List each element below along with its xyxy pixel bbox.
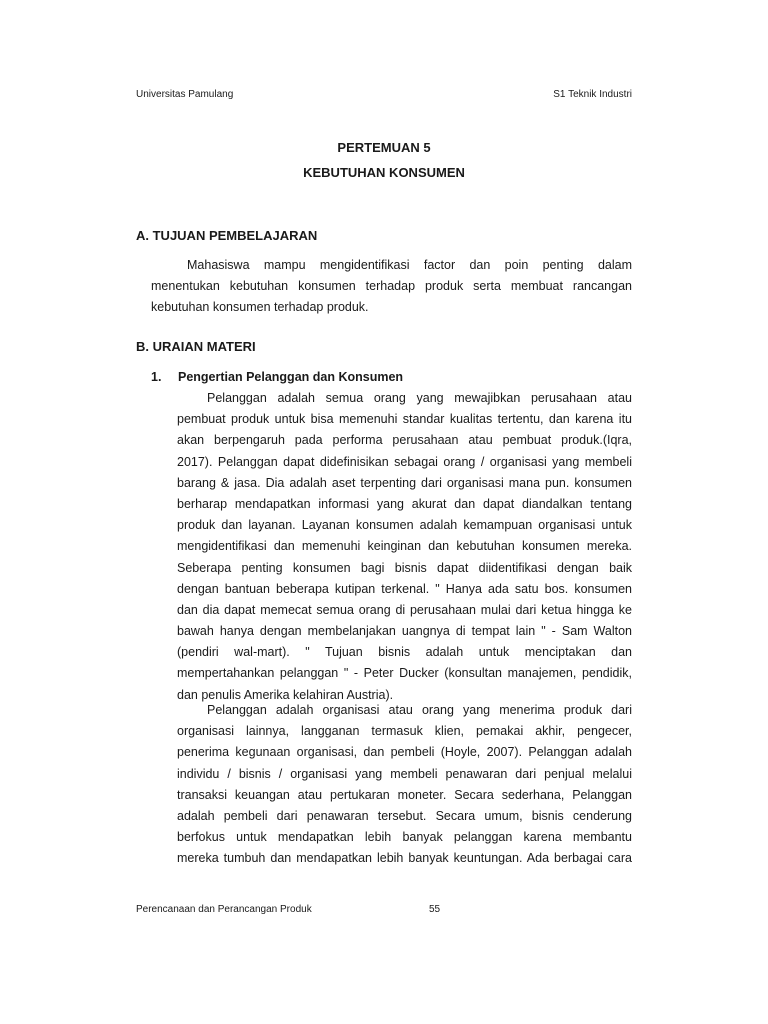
paragraph-line: (pendiri wal-mart). " Tujuan bisnis adalah untuk menciptakan dan xyxy=(177,645,632,660)
subsection-title: Pengertian Pelanggan dan Konsumen xyxy=(178,370,404,384)
paragraph-line: kebutuhan konsumen terhadap produk. xyxy=(151,300,369,315)
paragraph-line: Seberapa penting konsumen bagi bisnis dapat diidentifikasi dengan baik xyxy=(177,560,632,575)
paragraph-line: individu / bisnis / organisasi yang membeli penawaran dari penjual melalui xyxy=(177,766,632,781)
header-university: Universitas Pamulang xyxy=(136,89,234,100)
body-paragraph-1 xyxy=(177,388,632,706)
footer-course-title: Perencanaan dan Perancangan Produk xyxy=(136,904,312,915)
header-program: S1 Teknik Industri xyxy=(553,89,632,100)
paragraph-line: pembuat produk untuk bisa memenuhi standar kualitas tertentu, dan karena itu xyxy=(177,412,632,427)
paragraph-line: penerima kegunaan organisasi, dan pembeli (Hoyle, 2007). Pelanggan adalah xyxy=(177,745,632,760)
subsection-heading xyxy=(151,369,403,385)
learning-objective-paragraph xyxy=(151,255,632,319)
paragraph-line: produk dan layanan. Layanan konsumen adalah kemampuan organisasi untuk xyxy=(177,518,632,533)
paragraph-line: mengidentifikasi dan memenuhi keinginan dan kebutuhan konsumen mereka. xyxy=(177,539,632,554)
paragraph-line: mereka tumbuh dan mendapatkan lebih banyak keuntungan. Ada berbagai cara xyxy=(177,851,632,866)
paragraph-line: organisasi lainnya, langganan termasuk klien, pemakai akhir, pengecer, xyxy=(177,724,632,739)
paragraph-line: Mahasiswa mampu mengidentifikasi factor dan poin penting dalam xyxy=(187,258,632,272)
paragraph-line: berfokus untuk mendapatkan lebih banyak pelanggan karena membantu xyxy=(177,830,632,845)
paragraph-line: adalah pembeli dari penawaran tersebut. Secara umum, bisnis cenderung xyxy=(177,808,632,823)
chapter-title: KEBUTUHAN KONSUMEN xyxy=(303,165,465,180)
paragraph-line: akan berpengaruh pada performa perusahaan atau pembuat produk.(Iqra, xyxy=(177,433,632,448)
paragraph-line: dengan bantuan beberapa kutipan terkenal. " Hanya ada satu bos. konsumen xyxy=(177,581,632,596)
subsection-number: 1. xyxy=(151,370,162,384)
paragraph-line: barang & jasa. Dia adalah aset terpenting dari organisasi mana pun. konsumen xyxy=(177,475,632,490)
paragraph-line: Pelanggan adalah organisasi atau orang yang menerima produk dari xyxy=(207,703,632,717)
paragraph-line: menentukan kebutuhan konsumen terhadap produk serta membuat rancangan xyxy=(151,279,632,294)
page-number: 55 xyxy=(429,904,441,915)
paragraph-line: dan dia dapat memecat semua orang di perusahaan mulai dari ketua hingga ke xyxy=(177,602,632,617)
paragraph-line: dan penulis Amerika kelahiran Austria). xyxy=(177,687,394,702)
paragraph-line: Pelanggan adalah semua orang yang mewajibkan perusahaan atau xyxy=(207,391,632,405)
paragraph-line: bawah hanya dengan membelanjakan uangnya di tempat lain " - Sam Walton xyxy=(177,624,632,639)
paragraph-line: transaksi keuangan atau pertukaran moneter. Secara sederhana, Pelanggan xyxy=(177,787,632,802)
paragraph-line: mempertahankan pelanggan " - Peter Ducker (konsultan manajemen, pendidik, xyxy=(177,666,632,681)
paragraph-line: 2017). Pelanggan dapat didefinisikan sebagai orang / organisasi yang membeli xyxy=(177,454,632,469)
section-b-heading: B. URAIAN MATERI xyxy=(136,339,256,354)
paragraph-line: berharap mendapatkan informasi yang akurat dan dapat diandalkan tentang xyxy=(177,496,632,511)
section-a-heading: A. TUJUAN PEMBELAJARAN xyxy=(136,228,318,243)
body-paragraph-2 xyxy=(177,700,632,870)
meeting-title: PERTEMUAN 5 xyxy=(337,140,431,155)
